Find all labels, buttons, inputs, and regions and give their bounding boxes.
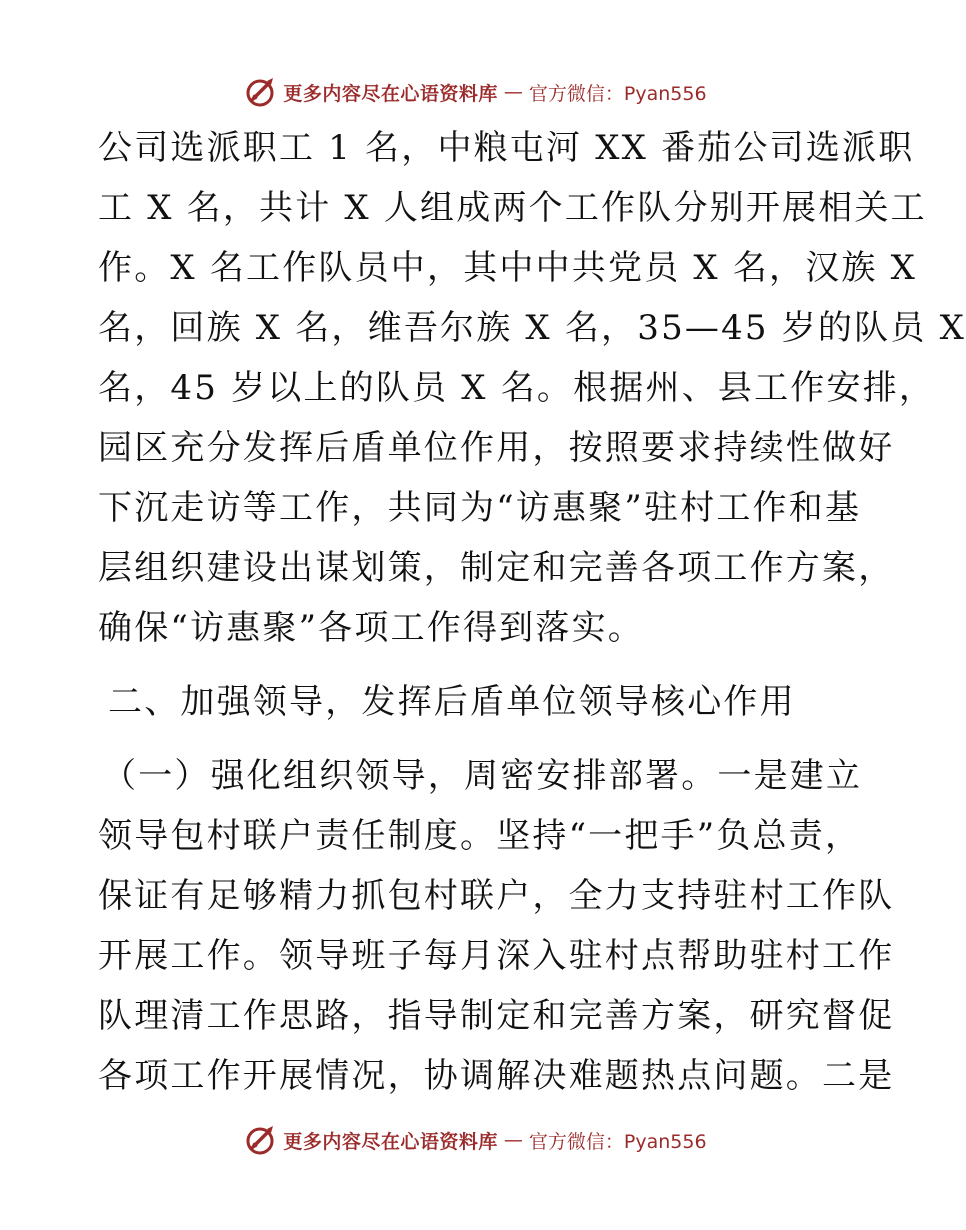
banner-text: 更多内容尽在心语资料库 — [283, 82, 498, 105]
body-line: 层组织建设出谋划策，制定和完善各项工作方案， — [98, 548, 895, 588]
section-line: 领导包村联户责任制度。坚持“一把手”负总责， — [98, 816, 862, 856]
body-line: 下沉走访等工作，共同为“访惠聚”驻村工作和基 — [98, 488, 862, 528]
section-line: （一）强化组织领导，周密安排部署。一是建立 — [102, 756, 863, 796]
brush-logo-icon — [243, 1123, 277, 1157]
brush-logo-icon — [243, 75, 277, 109]
footer-banner — [0, 1120, 950, 1160]
body-line: 名，45 岁以上的队员 X 名。根据州、县工作安排， — [98, 368, 936, 408]
banner-wechat: 官方微信：Pyan556 — [528, 82, 707, 105]
body-line: 公司选派职工 1 名，中粮屯河 XX 番茄公司选派职 — [98, 128, 915, 168]
body-line: 确保“访惠聚”各项工作得到落实。 — [98, 608, 644, 648]
document-body — [98, 118, 966, 1106]
banner-wechat: 官方微信：Pyan556 — [528, 1130, 707, 1153]
section-line: 开展工作。领导班子每月深入驻村点帮助驻村工作 — [98, 936, 895, 976]
section-line: 队理清工作思路，指导制定和完善方案，研究督促 — [98, 996, 895, 1036]
section-line: 保证有足够精力抓包村联户，全力支持驻村工作队 — [98, 876, 895, 916]
header-banner — [0, 72, 950, 112]
banner-dash: — — [503, 1129, 523, 1151]
body-line: 工 X 名，共计 X 人组成两个工作队分别开展相关工 — [98, 188, 927, 228]
body-line: 名，回族 X 名，维吾尔族 X 名，35—45 岁的队员 X — [98, 308, 966, 348]
body-line: 园区充分发挥后盾单位作用，按照要求持续性做好 — [98, 428, 895, 468]
body-line: 作。X 名工作队员中，其中中共党员 X 名，汉族 X — [98, 248, 918, 288]
banner-text: 更多内容尽在心语资料库 — [283, 1130, 498, 1153]
section-line: 各项工作开展情况，协调解决难题热点问题。二是 — [98, 1056, 895, 1096]
banner-dash: — — [503, 81, 523, 103]
section-heading: 二、加强领导，发挥后盾单位领导核心作用 — [108, 682, 796, 722]
